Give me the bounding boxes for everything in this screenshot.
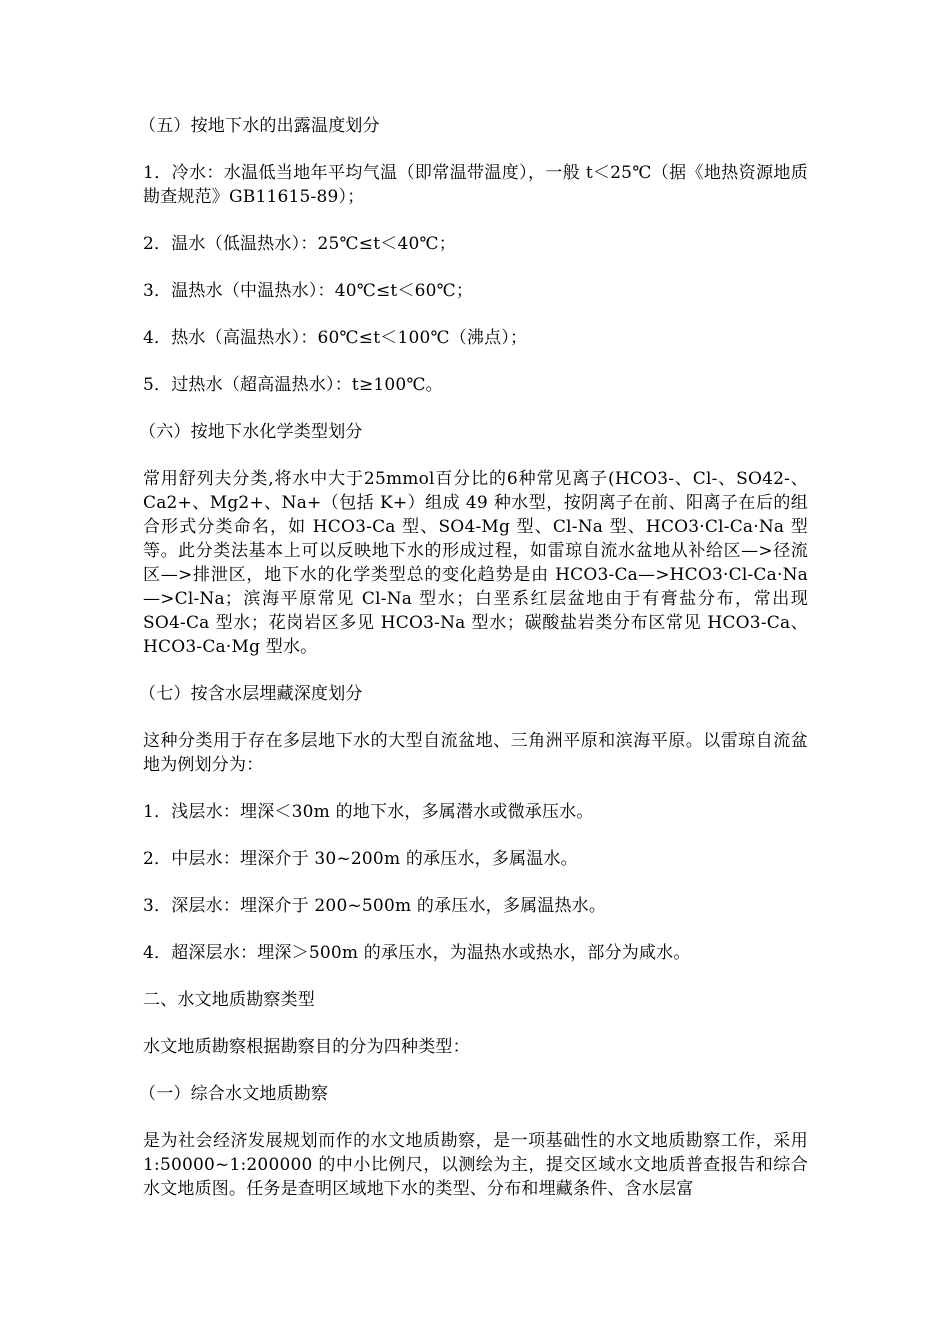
heading-section-5: （五）按地下水的出露温度划分 <box>139 116 380 136</box>
paragraph-depth-classification: 这种分类用于存在多层地下水的大型自流盆地、三角洲平原和滨海平原。以雷琼自流盆地为例划分为： <box>143 731 808 775</box>
heading-section-6: （六）按地下水化学类型划分 <box>139 422 363 442</box>
heading-section-7: （七）按含水层埋藏深度划分 <box>139 684 363 704</box>
section-title-survey-types: 二、水文地质勘察类型 <box>143 990 315 1010</box>
list-item-deep-water: 3．深层水：埋深介于 200~500m 的承压水，多属温热水。 <box>143 896 607 916</box>
paragraph-comprehensive-survey: 是为社会经济发展规划而作的水文地质勘察，是一项基础性的水文地质勘察工作，采用 1:50000~1:200000 的中小比例尺，以测绘为主，提交区域水文地质普查报告和综合水文地质图。任务是查明区域地下水的类型、分布和埋藏条件、含水层富 <box>143 1131 808 1199</box>
list-item-cold-water: 1．冷水：水温低当地年平均气温（即常温带温度），一般 t＜25℃（据《地热资源地质勘查规范》GB11615-89）； <box>143 163 808 207</box>
paragraph-survey-intro: 水文地质勘察根据勘察目的分为四种类型： <box>143 1037 470 1057</box>
paragraph-chemical-classification: 常用舒列夫分类,将水中大于25mmol百分比的6种常见离子(HCO3-、Cl-、SO42-、Ca2+、Mg2+、Na+（包括 K+）组成 49 种水型，按阴离子在前、阳离子在后的组合形式分类命名，如 HCO3-Ca 型、SO4-Mg 型、Cl-Na 型、HCO3·Cl-Ca·Na 型等。此分类法基本上可以反映地下水的形成过程，如雷琼自流水盆地从补给区—>径流区—>排泄区，地下水的化学类型总的变化趋势是由 HCO3-Ca—>HCO3·Cl-Ca·Na—>Cl-Na；滨海平原常见 Cl-Na 型水；白垩系红层盆地由于有膏盐分布，常出现 SO4-Ca 型水；花岗岩区多见 HCO3-Na 型水；碳酸盐岩类分布区常见 HCO3-Ca、HCO3-Ca·Mg 型水。 <box>143 469 808 657</box>
list-item-shallow-water: 1．浅层水：埋深＜30m 的地下水，多属潜水或微承压水。 <box>143 802 594 822</box>
list-item-superheated-water: 5．过热水（超高温热水）：t≥100℃。 <box>143 375 443 395</box>
list-item-hot-warm-water: 3．温热水（中温热水）：40℃≤t＜60℃； <box>143 281 474 301</box>
list-item-middle-water: 2．中层水：埋深介于 30~200m 的承压水，多属温水。 <box>143 849 578 869</box>
heading-comprehensive-survey: （一）综合水文地质勘察 <box>139 1084 329 1104</box>
list-item-hot-water: 4．热水（高温热水）：60℃≤t＜100℃（沸点）； <box>143 328 528 348</box>
list-item-warm-water: 2．温水（低温热水）：25℃≤t＜40℃； <box>143 234 456 254</box>
list-item-ultra-deep-water: 4．超深层水：埋深＞500m 的承压水，为温热水或热水，部分为咸水。 <box>143 943 691 963</box>
document-body <box>139 114 808 1201</box>
